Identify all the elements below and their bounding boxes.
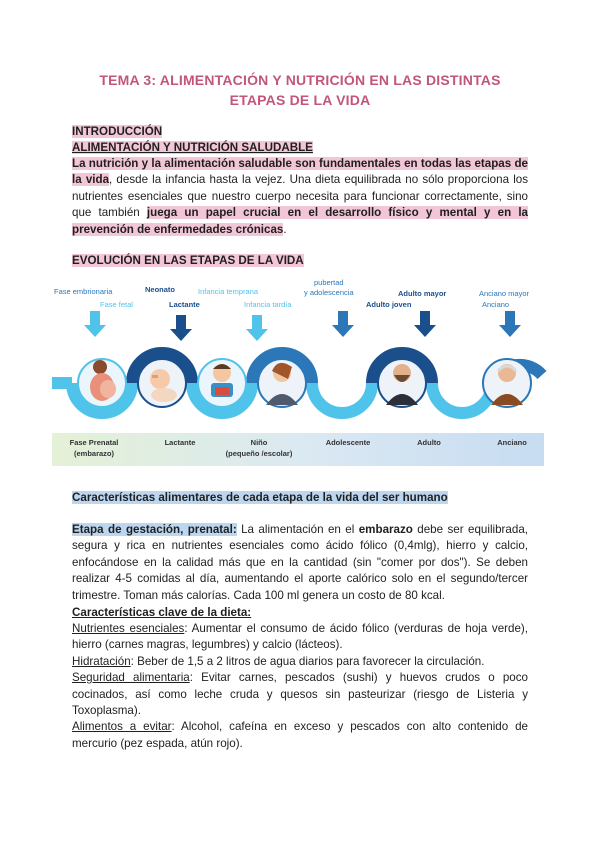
intro-paragraph <box>72 156 528 238</box>
diet-item-food-safety <box>72 670 528 719</box>
diet-item-label: Alimentos a evitar <box>72 720 172 734</box>
diet-item-label: Hidratación <box>72 654 131 668</box>
arrow-down-icon <box>332 311 354 337</box>
diet-item-nutrients <box>72 621 528 654</box>
label-pequeno-escolar: (pequeño /escolar) <box>225 449 293 458</box>
diet-item-label: Seguridad alimentaria <box>72 671 190 685</box>
intro-section <box>72 124 528 238</box>
arrow-down-icon <box>499 311 521 337</box>
label-nino: Niño <box>250 438 268 447</box>
gestation-section <box>72 522 528 752</box>
label-adulto-joven: Adulto joven <box>366 300 412 309</box>
key-diet-heading: Características clave de la dieta: <box>72 606 252 620</box>
label-neonato: Neonato <box>145 285 175 294</box>
label-adolescencia: y adolescencia <box>304 288 354 297</box>
arrow-down-icon <box>246 315 268 341</box>
evolution-heading: EVOLUCIÓN EN LAS ETAPAS DE LA VIDA <box>72 254 304 267</box>
label-infancia-temprana: Infancia temprana <box>198 287 259 296</box>
gestation-bold: embarazo <box>358 523 413 536</box>
diet-item-hydration <box>72 654 528 670</box>
stage-top-labels <box>54 278 530 309</box>
diet-item-text: : Aumentar el consumo de ácido fólico (verduras de hoja verde), hierro (carnes magras, legumbres) y calcio (lácteos). <box>72 622 528 652</box>
gestation-paragraph <box>72 522 528 604</box>
title-line-1: TEMA 3: ALIMENTACIÓN Y NUTRICIÓN EN LAS DISTINTAS <box>99 72 501 88</box>
stage-arrows <box>84 311 521 341</box>
life-stages-infographic <box>52 278 544 468</box>
label-anciano-top: Anciano <box>482 300 510 309</box>
gestation-text-2: debe ser equilibrada, segura y rica en nutrientes esenciales como ácido fólico (0,4mlg), hierro y calcio, enfocándose en la calidad más que en la cantidad (sin "comer por dos"). Se deben realizar 4-5 comidas al día, aumentando el aporte calórico solo en el segundo/tercer trimestre. Toman más calorías. Cada 100 ml genera un costo de 80 kcal. <box>72 523 528 602</box>
intro-text-2: . <box>283 222 287 236</box>
stage-label-band <box>52 433 544 466</box>
diet-item-text: : Alcohol, cafeína en exceso y pescados con alto contenido de mercurio (pez espada, atún rojo). <box>72 720 528 750</box>
label-adulto: Adulto <box>417 438 441 447</box>
characteristics-heading: Características alimentares de cada etapa de la vida del ser humano <box>72 491 448 504</box>
intro-bold-2: juega un papel crucial en el desarrollo físico y mental y en la prevención de enfermedades crónicas <box>72 206 528 236</box>
intro-text-1: , desde la infancia hasta la vejez. Una dieta equilibrada no sólo proporciona los nutrientes esenciales que nuestro cuerpo necesita para funcionar correctamente, sino que también <box>72 173 529 220</box>
label-anciano: Anciano <box>497 438 527 447</box>
arrow-down-icon <box>414 311 436 337</box>
label-adolescente: Adolescente <box>325 438 371 447</box>
label-fase-fetal: Fase fetal <box>100 300 133 309</box>
title-line-2: ETAPAS DE LA VIDA <box>229 92 371 108</box>
arrow-down-icon <box>84 311 106 337</box>
arrow-down-icon <box>170 315 192 341</box>
label-anciano-mayor: Anciano mayor <box>479 289 530 298</box>
diet-item-label: Nutrientes esenciales <box>72 622 185 636</box>
label-fase-prenatal: Fase Prenatal <box>69 438 119 447</box>
label-lactante: Lactante <box>164 438 196 447</box>
label-pubertad: pubertad <box>314 278 344 287</box>
intro-bold-1: La nutrición y la alimentación saludable son fundamentales en todas las etapas de la vida <box>72 157 528 187</box>
label-adulto-mayor: Adulto mayor <box>398 289 447 298</box>
healthy-nutrition-heading: ALIMENTACIÓN Y NUTRICIÓN SALUDABLE <box>72 141 313 154</box>
label-infancia-tardia: Infancia tardía <box>244 300 292 309</box>
gestation-label: Etapa de gestación, prenatal: <box>72 523 237 536</box>
label-embarazo: (embarazo) <box>73 449 115 458</box>
label-lactante-top: Lactante <box>169 300 200 309</box>
evolution-section-heading <box>72 253 528 269</box>
page-title <box>60 70 540 110</box>
gestation-text-1: La alimentación en el <box>236 523 359 536</box>
characteristics-heading-block <box>72 490 528 506</box>
intro-heading: INTRODUCCIÓN <box>72 125 163 138</box>
label-fase-embrionaria: Fase embrionaria <box>54 287 113 296</box>
diet-item-foods-to-avoid <box>72 719 528 752</box>
diet-item-text: : Beber de 1,5 a 2 litros de agua diarios para favorecer la circulación. <box>130 654 485 668</box>
diet-item-text: : Evitar carnes, pescados (sushi) y huevos crudos o poco cocinados, así como leche cruda y quesos sin pasteurizar (riesgo de Listeria y Toxoplasma). <box>72 671 528 718</box>
